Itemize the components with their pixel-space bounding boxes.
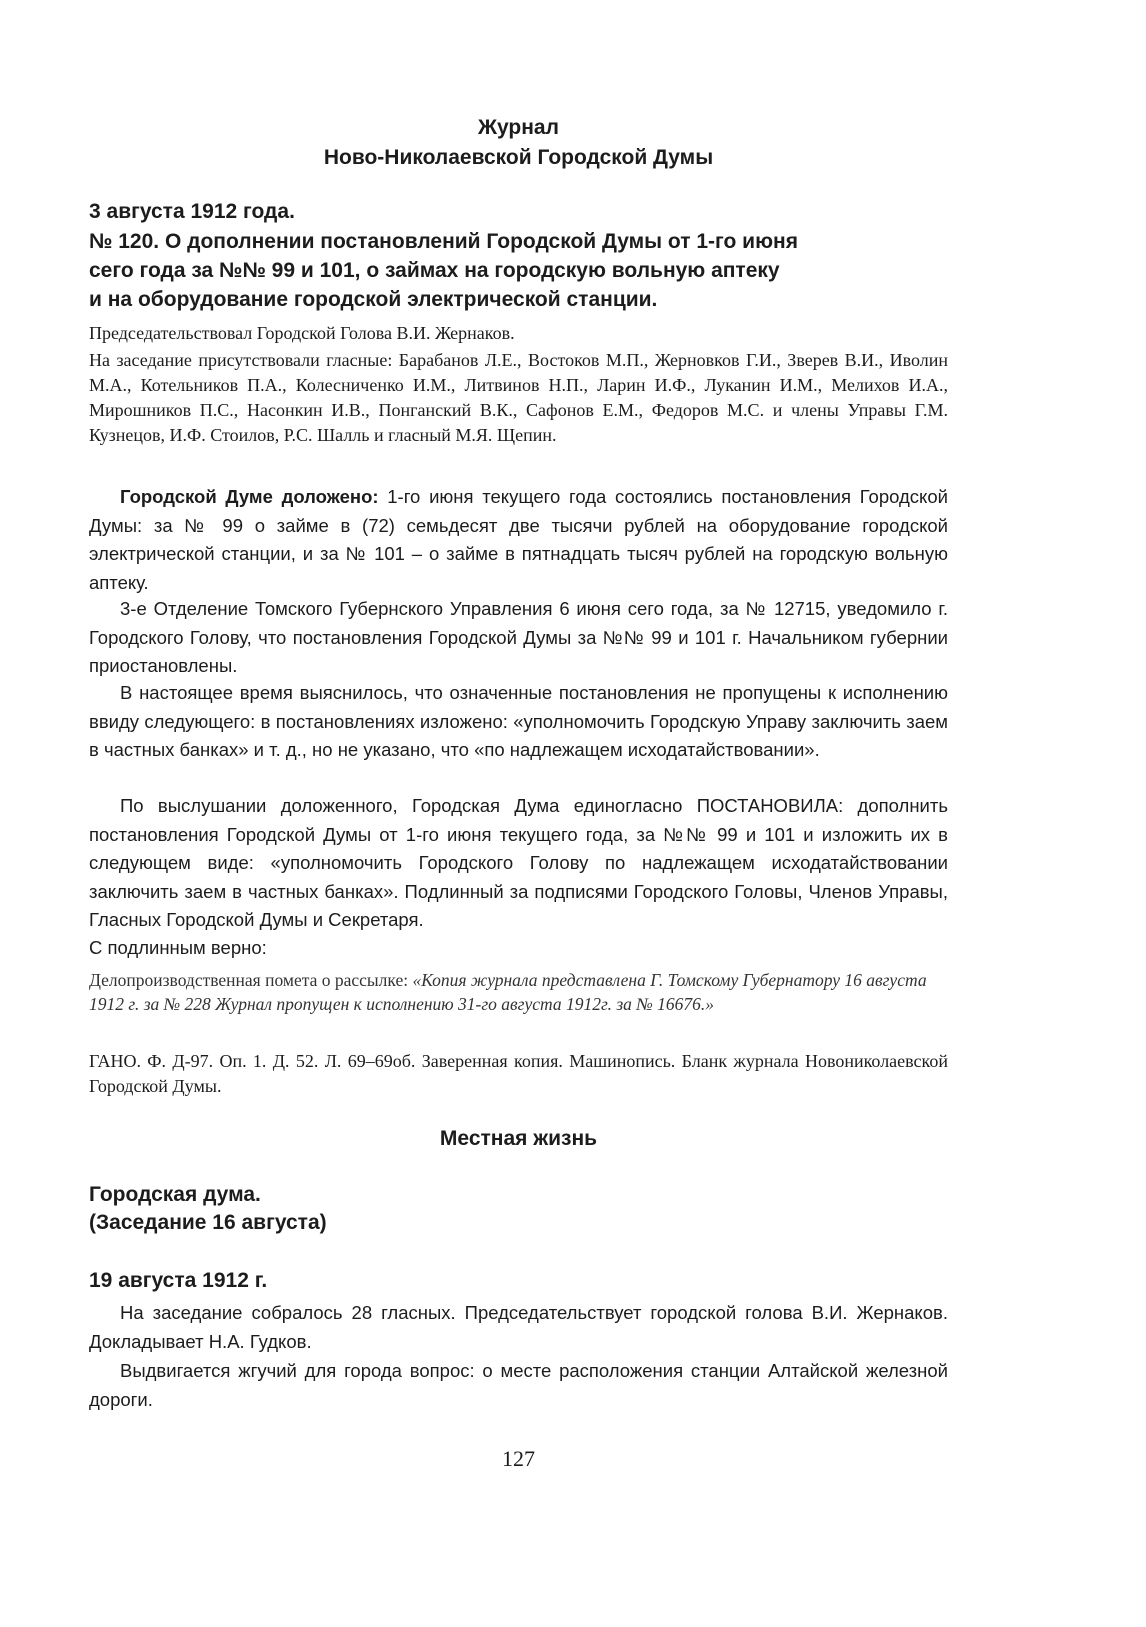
- page-number: 127: [502, 1446, 535, 1471]
- article-date: 19 августа 1912 г.: [89, 1269, 268, 1292]
- paragraph: Выдвигается жгучий для города вопрос: о месте расположения станции Алтайской железной дороги.: [89, 1360, 948, 1410]
- attendees-list: На заседание присутствовали гласные: Барабанов Л.Е., Востоков М.П., Жерновков Г.И., Зверев В.И., Иволин М.А., Котельников П.А., Колесниченко И.М., Литвинов Н.П., Ларин И.Ф., Луканин И.М., Мелихов И.А., Мирошников П.С., Насонкин И.В., Понганский В.К., Сафонов Е.М., Федоров М.С. и члены Управы Г.М. Кузнецов, И.Ф. Стоилов, Р.С. Шалль и гласный М.Я. Щепин.: [89, 350, 948, 445]
- paragraph-clarification: [89, 679, 948, 765]
- document-heading: [89, 227, 948, 314]
- distribution-note: [89, 968, 948, 1016]
- document-date: 3 августа 1912 года.: [89, 200, 295, 223]
- article-subtitle: (Заседание 16 августа): [89, 1211, 327, 1234]
- heading-line: № 120. О дополнении постановлений Городской Думы от 1-го июня: [89, 230, 798, 253]
- paragraph: На заседание собралось 28 гласных. Председательствует городской голова В.И. Жернаков. Докладывает Н.А. Гудков.: [89, 1302, 948, 1352]
- article-paragraph-1: [89, 1299, 948, 1356]
- article-title: Городская дума.: [89, 1183, 261, 1206]
- paragraph: В настоящее время выяснилось, что означенные постановления не пропущены к исполнению ввиду следующего: в постановлениях изложено: «уполномочить Городскую Управу заключить заем в частных банках» и т. д., но не указано, что «по надлежащем исходатайствовании».: [89, 682, 948, 760]
- certified-true-copy: С подлинным верно:: [89, 937, 267, 958]
- note-prefix: Делопроизводственная помета о рассылке:: [89, 970, 413, 990]
- journal-subtitle: Ново-Николаевской Городской Думы: [323, 146, 714, 169]
- archive-reference: ГАНО. Ф. Д-97. Оп. 1. Д. 52. Л. 69–69об. Заверенная копия. Машинопись. Бланк журнала Новониколаевской Городской Думы.: [89, 1051, 948, 1096]
- paragraph-resolution: [89, 792, 948, 935]
- paragraph: По выслушании доложенного, Городская Дума единогласно ПОСТАНОВИЛА: дополнить постановления Городской Думы от 1-го июня текущего года, за №№ 99 и 101 и изложить их в следующем виде: «уполномочить Городского Голову по надлежащем исходатайствовании заключить заем в частных банках». Подлинный за подписями Городского Головы, Членов Управы, Гласных Городской Думы и Секретаря.: [89, 795, 948, 930]
- note-quote: «Копия журнала представлена Г. Томскому Губернатору 16 августа 1912 г. за № 228 Журнал пропущен к исполнению 31-го августа 1912г. за № 16676.»: [89, 970, 927, 1014]
- paragraph-report: [89, 483, 948, 597]
- journal-title: Журнал: [478, 116, 559, 139]
- article-paragraph-2: [89, 1357, 948, 1414]
- paragraph-notification: [89, 595, 948, 681]
- paragraph-text: 1-го июня текущего года состоялись постановления Городской Думы: за № 99 о займе в (72) семьдесят две тысячи рублей на оборудование городской электрической станции, и за № 101 – о займе в пятнадцать тысяч рублей на городскую вольную аптеку.: [89, 486, 948, 593]
- section-title: Местная жизнь: [439, 1127, 598, 1150]
- heading-line: и на оборудование городской электрической станции.: [89, 288, 658, 311]
- paragraph-lead: Городской Думе доложено:: [120, 486, 379, 507]
- paragraph: [89, 483, 948, 597]
- chairman-line: Председательствовал Городской Голова В.И. Жернаков.: [89, 323, 515, 343]
- paragraph: 3-е Отделение Томского Губернского Управления 6 июня сего года, за № 12715, уведомило г. Городского Голову, что постановления Городской Думы за №№ 99 и 101 г. Начальником губернии приостановлены.: [89, 598, 948, 676]
- heading-line: сего года за №№ 99 и 101, о займах на городскую вольную аптеку: [89, 259, 780, 282]
